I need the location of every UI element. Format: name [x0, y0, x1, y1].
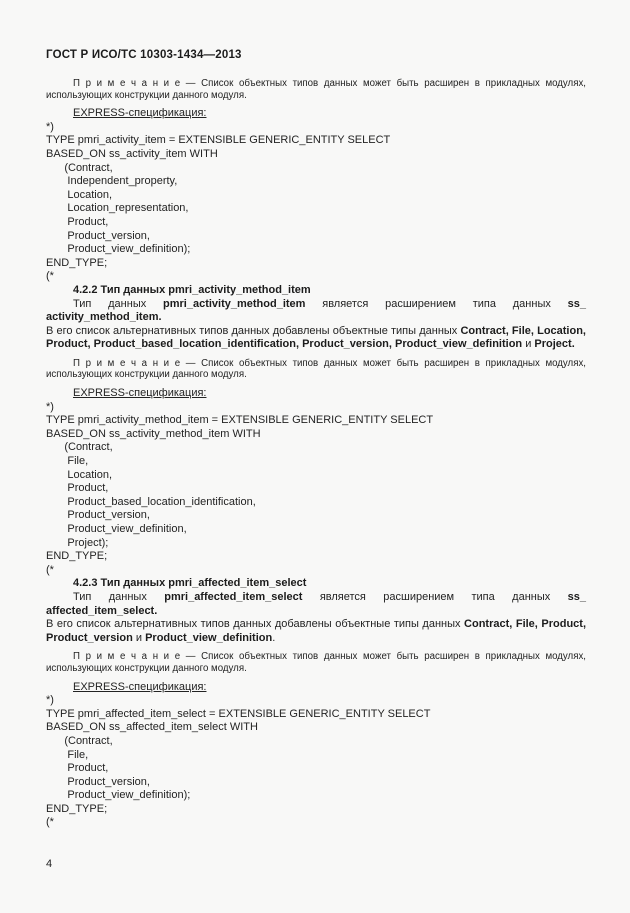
text-segment: Тип данных: [73, 297, 164, 310]
note-line: использующих конструкции данного модуля.: [46, 89, 247, 101]
express-spec-label: [46, 681, 586, 695]
code-line: (Contract,: [46, 441, 113, 454]
code-line: Product_version,: [46, 229, 150, 242]
page-number: 4: [46, 858, 53, 870]
text-segment: Product, Product_based_location_identification, Product_version, Product_view_definition: [46, 338, 523, 351]
note-line: П р и м е ч а н и е — Список объектных типов данных может быть расширен в прикладных модулях,: [73, 651, 586, 663]
code-line: Product_view_definition);: [46, 243, 191, 256]
express-spec-label-text: EXPRESS-спецификация:: [73, 680, 207, 693]
text-segment: ss_ affected_item_select.: [46, 590, 587, 617]
paragraph-line: [46, 325, 586, 339]
code-line: *): [46, 694, 54, 707]
code-line: BASED_ON ss_affected_item_select WITH: [46, 721, 258, 734]
section-heading: 4.2.3 Тип данных pmri_affected_item_select: [73, 577, 307, 590]
paragraph-line: [46, 618, 586, 632]
code-line: END_TYPE;: [46, 256, 108, 269]
code-line: BASED_ON ss_activity_method_item WITH: [46, 427, 261, 440]
code-line: (Contract,: [46, 161, 113, 174]
paragraph-line: [46, 632, 586, 646]
text-segment: является расширением типа данных: [302, 590, 568, 603]
code-line: Product_based_location_identification,: [46, 495, 256, 508]
note-line: использующих конструкции данного модуля.: [46, 662, 247, 674]
code-line: *): [46, 400, 54, 413]
body-paragraph: [46, 298, 586, 352]
code-line: *): [46, 120, 54, 133]
text-segment: является расширением типа данных: [305, 297, 568, 310]
code-line: Product_version,: [46, 509, 150, 522]
note-line: использующих конструкции данного модуля.: [46, 369, 247, 381]
code-line: Product_view_definition);: [46, 789, 191, 802]
text-segment: pmri_activity_method_item: [163, 297, 306, 310]
code-line: (*: [46, 270, 54, 283]
note-paragraph: [46, 78, 586, 101]
code-line: (*: [46, 816, 54, 829]
code-line: (*: [46, 563, 54, 576]
text-segment: .: [272, 631, 276, 644]
express-spec-label: [46, 107, 586, 121]
code-line: TYPE pmri_affected_item_select = EXTENSIBLE GENERIC_ENTITY SELECT: [46, 707, 431, 720]
express-code-block: [46, 121, 586, 284]
code-line: Independent_property,: [46, 175, 178, 188]
text-segment: В его список альтернативных типов данных добавлены объектные типы данных: [46, 618, 465, 631]
code-line: Product_view_definition,: [46, 523, 187, 535]
document-content: [46, 78, 586, 830]
code-line: Project);: [46, 536, 109, 549]
text-segment: и: [522, 338, 535, 351]
code-line: Location,: [46, 468, 113, 481]
code-line: Product,: [46, 215, 109, 228]
code-line: Location,: [46, 188, 113, 201]
code-line: File,: [46, 455, 89, 468]
code-line: Product,: [46, 762, 109, 775]
note-paragraph: [46, 651, 586, 674]
express-spec-label-text: EXPRESS-спецификация:: [73, 387, 207, 400]
paragraph-line: [46, 591, 586, 618]
text-segment: Project.: [534, 338, 575, 351]
note-line: П р и м е ч а н и е — Список объектных типов данных может быть расширен в прикладных модулях,: [73, 357, 586, 369]
code-line: Product,: [46, 482, 109, 495]
text-segment: Тип данных: [73, 590, 165, 603]
body-paragraph: [46, 591, 586, 645]
code-line: TYPE pmri_activity_method_item = EXTENSIBLE GENERIC_ENTITY SELECT: [46, 414, 434, 427]
section-heading: 4.2.2 Тип данных pmri_activity_method_item: [73, 283, 311, 296]
express-spec-label: [46, 387, 586, 401]
document-header: ГОСТ Р ИСО/ТС 10303-1434—2013: [46, 49, 242, 61]
code-line: Location_representation,: [46, 202, 189, 215]
paragraph-line: [46, 338, 586, 352]
express-code-block: [46, 694, 586, 830]
text-segment: Contract, File, Location,: [460, 324, 586, 337]
text-segment: Product_view_definition: [145, 631, 273, 644]
text-segment: В его список альтернативных типов данных добавлены объектные типы данных: [46, 324, 461, 337]
text-segment: и: [132, 631, 146, 644]
code-line: File,: [46, 748, 89, 761]
text-segment: Product_version: [46, 631, 133, 644]
code-line: END_TYPE;: [46, 550, 108, 563]
code-line: (Contract,: [46, 734, 113, 747]
text-segment: pmri_affected_item_select: [164, 590, 303, 603]
note-line: П р и м е ч а н и е — Список объектных типов данных может быть расширен в прикладных модулях,: [73, 78, 586, 89]
code-line: BASED_ON ss_activity_item WITH: [46, 147, 218, 160]
code-line: Product_version,: [46, 775, 150, 788]
text-segment: ss_ activity_method_item.: [46, 297, 586, 324]
express-spec-label-text: EXPRESS-спецификация:: [73, 107, 207, 120]
note-paragraph: [46, 358, 586, 381]
express-code-block: [46, 401, 586, 578]
code-line: END_TYPE;: [46, 802, 108, 815]
text-segment: Contract, File, Product,: [464, 618, 586, 631]
code-line: TYPE pmri_activity_item = EXTENSIBLE GENERIC_ENTITY SELECT: [46, 134, 391, 147]
paragraph-line: [46, 298, 586, 325]
